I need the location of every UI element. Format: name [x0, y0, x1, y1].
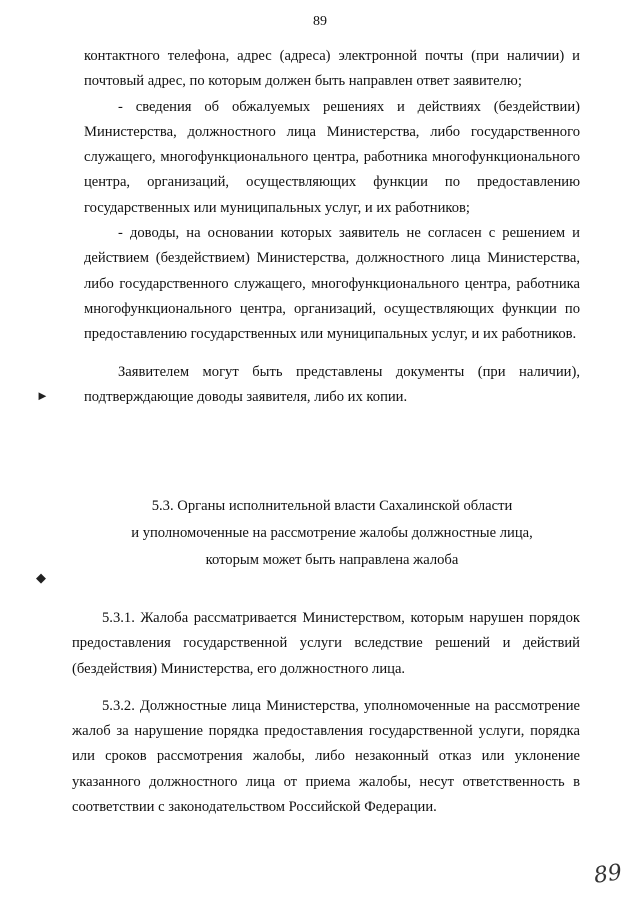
complaint-contents-block: [84, 44, 580, 410]
scan-mark-dot: ◆: [36, 570, 46, 585]
paragraph-5-3-1: 5.3.1. Жалоба рассматривается Министерством, которым нарушен порядок предоставления государственной услуги вследствие решений и действий (бездействия) Министерства, его должностного лица.: [72, 610, 580, 677]
heading-line-2: и уполномоченные на рассмотрение жалобы должностные лица,: [131, 525, 533, 541]
page-number: 89: [313, 14, 327, 29]
scan-mark-arrow: ►: [36, 388, 49, 403]
paragraph-5-3-2: 5.3.2. Должностные лица Министерства, уполномоченные на рассмотрение жалоб за нарушение порядка предоставления государственной услуги, порядка или сроков рассмотрения жалобы, либо незаконный отказ или уклонение указанного должностного лица от приема жалобы, несут ответственность в соответствии с законодательством Российской Федерации.: [72, 697, 580, 816]
paragraph-arguments: - доводы, на основании которых заявитель не согласен с решением и действием (бездействием) Министерства, должностного лица Министерства, либо государственного служащего, многофункционального центра, работника многофункционального центра, организаций, осуществляющих функции по предоставлению государственных или муниципальных услуг, и их работников.: [84, 225, 580, 343]
heading-line-1: 5.3. Органы исполнительной власти Сахалинской области: [151, 498, 513, 514]
paragraph-contact-info: контактного телефона, адрес (адреса) электронной почты (при наличии) и почтовый адрес, по которым должен быть направлен ответ заявителю;: [84, 48, 580, 90]
paragraph-documents: Заявителем могут быть представлены документы (при наличии), подтверждающие доводы заявителя, либо их копии.: [84, 363, 580, 405]
section-heading-5-3: [84, 493, 580, 574]
handwritten-page-number: 89: [592, 860, 624, 889]
heading-line-3: которым может быть направлена жалоба: [205, 552, 459, 568]
paragraph-appealed-decisions: - сведения об обжалуемых решениях и действиях (бездействии) Министерства, должностного лица Министерства, либо государственного служащего, многофункционального центра, работника многофункционального центра, организаций, осуществляющих функции по предоставлению государственных или муниципальных услуг, и их работников;: [84, 98, 580, 216]
section-5-3-body: [72, 606, 580, 820]
